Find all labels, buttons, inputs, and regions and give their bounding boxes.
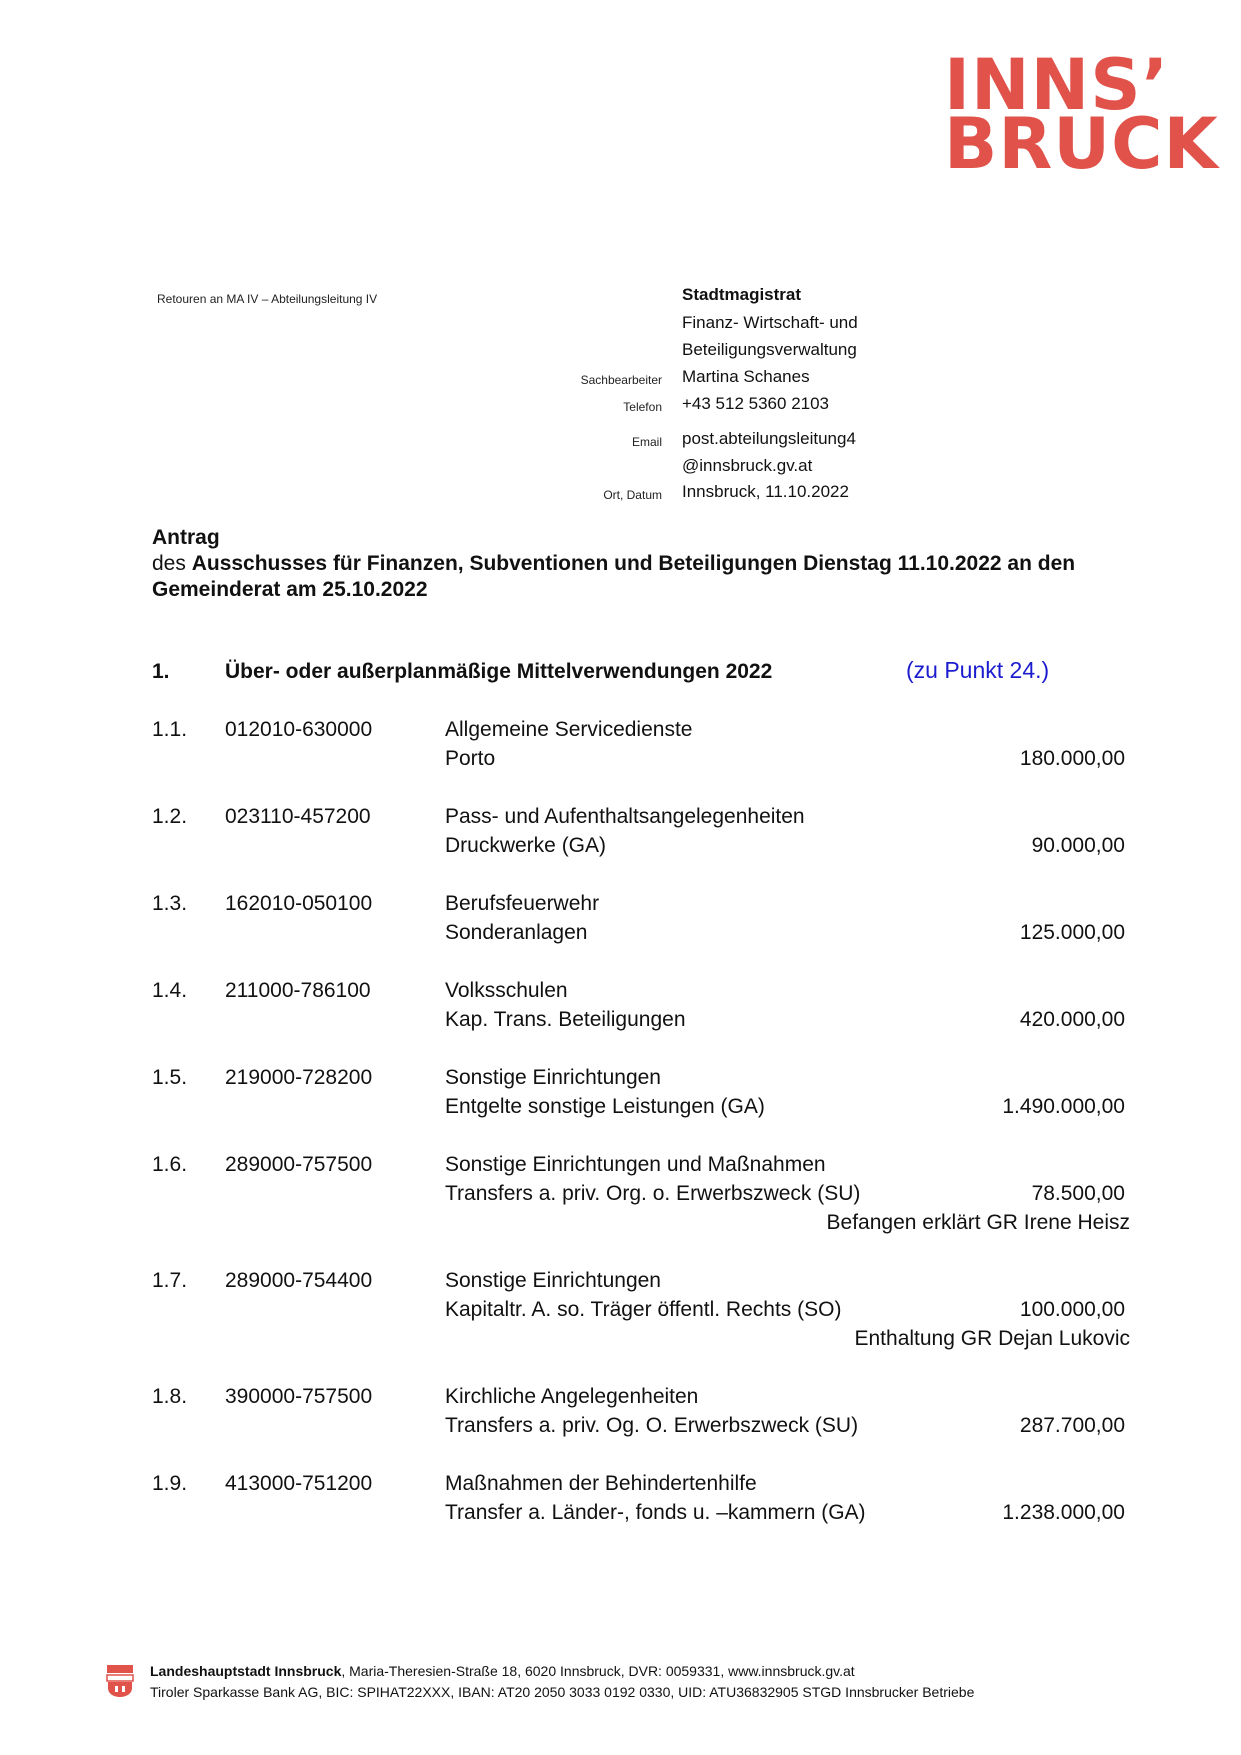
email-line-2[interactable]: @innsbruck.gv.at bbox=[682, 456, 813, 475]
section-reference: (zu Punkt 24.) bbox=[906, 657, 1050, 683]
item-note: Befangen erklärt GR Irene Heisz bbox=[826, 1211, 1130, 1234]
logo-line-1: INNS’ bbox=[944, 44, 1170, 126]
item-detail: Entgelte sonstige Leistungen (GA) bbox=[445, 1095, 765, 1118]
footer-org-name: Landeshauptstadt Innsbruck bbox=[150, 1663, 342, 1679]
item-number: 1.7. bbox=[152, 1269, 188, 1292]
item-detail: Transfers a. priv. Og. O. Erwerbszweck (SU) bbox=[445, 1414, 859, 1437]
section-number: 1. bbox=[152, 660, 170, 683]
place-date-label: Ort, Datum bbox=[603, 488, 662, 502]
sender-office: Stadtmagistrat bbox=[682, 285, 802, 304]
item-account: 390000-757500 bbox=[225, 1385, 373, 1408]
item-number: 1.8. bbox=[152, 1385, 188, 1408]
footer-bank: Tiroler Sparkasse Bank AG, BIC: SPIHAT22XXX, IBAN: AT20 2050 3033 0192 0330, UID: ATU36832905 STGD Innsbrucker Betriebe bbox=[150, 1684, 975, 1700]
item-description: Allgemeine Servicedienste bbox=[445, 718, 693, 741]
footer-org-details: , Maria-Theresien-Straße 18, 6020 Innsbruck, DVR: 0059331, www.innsbruck.gv.at bbox=[341, 1663, 855, 1679]
item-number: 1.9. bbox=[152, 1472, 188, 1495]
item-description: Berufsfeuerwehr bbox=[445, 892, 600, 915]
item-description: Kirchliche Angelegenheiten bbox=[445, 1385, 699, 1408]
clerk-name: Martina Schanes bbox=[682, 367, 810, 386]
item-detail: Transfers a. priv. Org. o. Erwerbszweck (SU) bbox=[445, 1182, 861, 1205]
item-description: Maßnahmen der Behindertenhilfe bbox=[445, 1472, 757, 1495]
item-account: 023110-457200 bbox=[225, 805, 371, 828]
item-account: 219000-728200 bbox=[225, 1066, 373, 1089]
document-heading bbox=[152, 525, 1132, 603]
item-number: 1.5. bbox=[152, 1066, 188, 1089]
email-label: Email bbox=[631, 435, 662, 449]
place-date: Innsbruck, 11.10.2022 bbox=[682, 482, 849, 501]
heading-title: Antrag bbox=[152, 526, 220, 549]
clerk-label: Sachbearbeiter bbox=[580, 373, 662, 387]
item-amount: 78.500,00 bbox=[1031, 1182, 1125, 1205]
footer-address bbox=[150, 1663, 855, 1679]
email-line-1[interactable]: post.abteilungsleitung4 bbox=[682, 429, 856, 448]
item-description: Sonstige Einrichtungen bbox=[445, 1066, 661, 1089]
item-amount: 90.000,00 bbox=[1031, 834, 1125, 857]
item-detail: Sonderanlagen bbox=[445, 921, 588, 944]
item-amount: 287.700,00 bbox=[1019, 1414, 1125, 1437]
innsbruck-crest-icon bbox=[106, 1664, 134, 1698]
heading-bold-text: Ausschusses für Finanzen, Subventionen und Beteiligungen Dienstag 11.10.2022 an den Gemeinderat am 25.10.2022 bbox=[152, 552, 1076, 601]
item-amount: 420.000,00 bbox=[1019, 1008, 1125, 1031]
item-detail: Kapitaltr. A. so. Träger öffentl. Rechts (SO) bbox=[445, 1298, 842, 1321]
item-detail: Druckwerke (GA) bbox=[445, 834, 607, 857]
item-number: 1.6. bbox=[152, 1153, 188, 1176]
sender-department-2: Beteiligungsverwaltung bbox=[682, 340, 857, 359]
item-account: 289000-754400 bbox=[225, 1269, 373, 1292]
innsbruck-logo bbox=[944, 44, 1219, 185]
item-detail: Kap. Trans. Beteiligungen bbox=[445, 1008, 686, 1031]
phone-label: Telefon bbox=[623, 400, 662, 414]
item-amount: 1.238.000,00 bbox=[1002, 1501, 1125, 1524]
item-detail: Porto bbox=[445, 747, 496, 770]
item-amount: 180.000,00 bbox=[1019, 747, 1125, 770]
item-note: Enthaltung GR Dejan Lukovic bbox=[854, 1327, 1130, 1350]
item-number: 1.3. bbox=[152, 892, 188, 915]
item-account: 012010-630000 bbox=[225, 718, 373, 741]
heading-prefix: des bbox=[152, 552, 192, 575]
returns-note: Retouren an MA IV – Abteilungsleitung IV bbox=[157, 292, 378, 306]
item-description: Pass- und Aufenthaltsangelegenheiten bbox=[445, 805, 805, 828]
item-number: 1.4. bbox=[152, 979, 188, 1002]
item-detail: Transfer a. Länder-, fonds u. –kammern (GA) bbox=[445, 1501, 866, 1524]
item-number: 1.2. bbox=[152, 805, 188, 828]
item-account: 413000-751200 bbox=[225, 1472, 373, 1495]
item-description: Volksschulen bbox=[445, 979, 568, 1002]
heading-text bbox=[152, 551, 1132, 603]
item-account: 162010-050100 bbox=[225, 892, 373, 915]
item-account: 211000-786100 bbox=[225, 979, 371, 1002]
phone-number: +43 512 5360 2103 bbox=[682, 394, 830, 413]
logo-line-2: BRUCK bbox=[944, 103, 1219, 185]
section-title: Über- oder außerplanmäßige Mittelverwendungen 2022 bbox=[225, 660, 773, 683]
item-description: Sonstige Einrichtungen und Maßnahmen bbox=[445, 1153, 826, 1176]
item-amount: 125.000,00 bbox=[1019, 921, 1125, 944]
item-amount: 100.000,00 bbox=[1019, 1298, 1125, 1321]
item-description: Sonstige Einrichtungen bbox=[445, 1269, 661, 1292]
item-amount: 1.490.000,00 bbox=[1002, 1095, 1125, 1118]
sender-department-1: Finanz- Wirtschaft- und bbox=[682, 313, 858, 332]
item-account: 289000-757500 bbox=[225, 1153, 373, 1176]
item-number: 1.1. bbox=[152, 718, 188, 741]
